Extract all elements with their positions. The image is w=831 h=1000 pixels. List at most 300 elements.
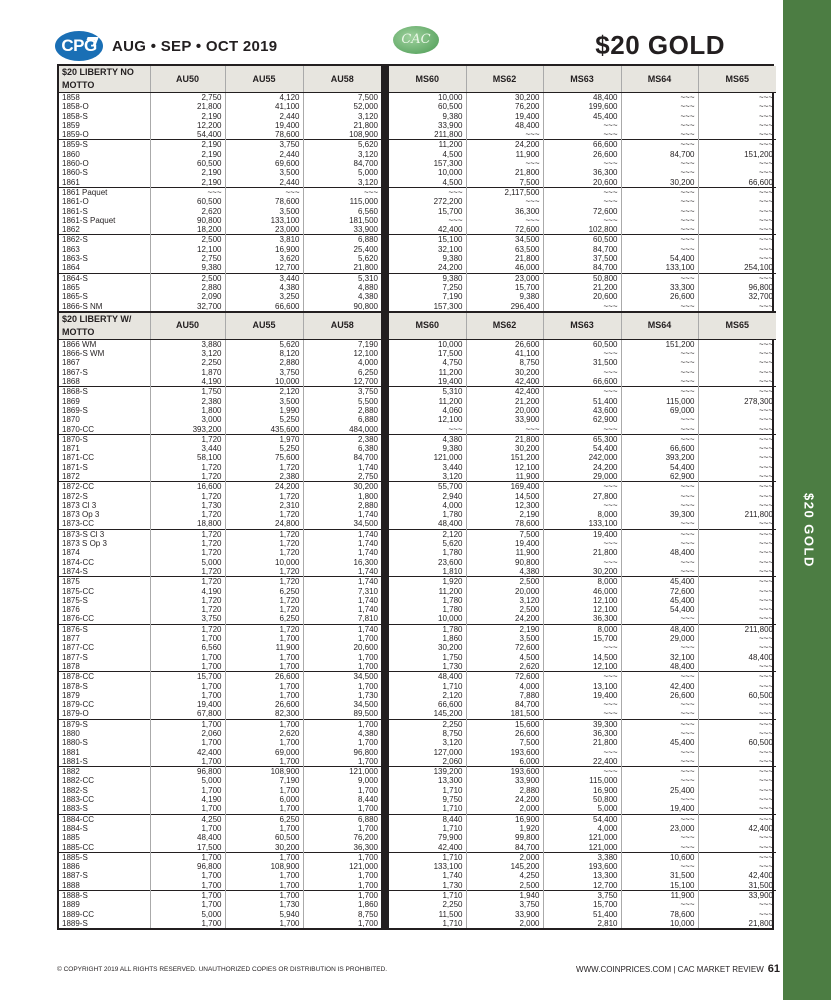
price-cell: 31,500 <box>621 871 698 880</box>
price-cell: 9,000 <box>357 776 378 786</box>
price-cell: 19,400 <box>466 539 543 548</box>
price-cell: 15,600 <box>466 719 543 729</box>
grade-header: AU50 <box>150 66 225 93</box>
price-cell: 11,200 <box>389 368 466 377</box>
price-cell: 151,200 <box>466 453 543 462</box>
price-cell: 78,600 <box>466 519 543 529</box>
price-cell: 1,740 <box>357 595 378 605</box>
price-cell: 1,700 <box>225 682 303 691</box>
table-row <box>59 472 776 482</box>
coin-label: 1873 Op 3 <box>59 510 150 519</box>
price-cell: ~~~ <box>621 377 698 387</box>
table-row <box>59 501 776 510</box>
price-cell: 54,400 <box>150 130 225 140</box>
price-cell: 84,700 <box>466 700 543 709</box>
table-row <box>59 719 776 729</box>
price-cell: 4,000 <box>357 358 378 368</box>
price-cell: 272,200 <box>389 197 466 206</box>
price-cell: 108,900 <box>225 767 303 777</box>
price-cell: 20,600 <box>353 643 378 653</box>
price-cell: ~~~ <box>758 206 773 216</box>
price-cell: 1,700 <box>303 891 381 901</box>
column-gap <box>381 501 389 510</box>
section-title: $20 GOLD <box>595 30 725 60</box>
price-cell: ~~~ <box>621 93 698 103</box>
coin-label: 1889-S <box>59 919 150 928</box>
price-cell: 62,900 <box>621 472 698 482</box>
price-cell: 84,700 <box>353 453 378 463</box>
price-cell: 4,750 <box>389 358 466 367</box>
price-cell: 2,190 <box>150 168 225 177</box>
price-cell: 2,120 <box>389 691 466 700</box>
price-cell: 42,400 <box>466 377 543 387</box>
price-cell: 21,800 <box>543 738 621 747</box>
price-cell: ~~~ <box>758 909 773 919</box>
price-cell: 1,740 <box>357 462 378 472</box>
price-cell: 24,200 <box>466 140 543 150</box>
column-gap <box>381 492 389 501</box>
price-cell: ~~~ <box>758 130 773 140</box>
price-cell: ~~~ <box>758 424 773 434</box>
price-cell: ~~~ <box>758 700 773 710</box>
price-cell: 7,500 <box>357 93 378 102</box>
column-gap <box>381 709 389 719</box>
price-cell: ~~~ <box>758 462 773 472</box>
price-cell: 14,500 <box>466 492 543 501</box>
price-cell: 11,200 <box>389 587 466 596</box>
price-cell: ~~~ <box>543 709 621 719</box>
column-gap <box>381 605 389 614</box>
coin-label: 1872-S <box>59 492 150 501</box>
price-cell: 199,600 <box>543 102 621 111</box>
table-row <box>59 225 776 235</box>
price-cell: ~~~ <box>621 700 698 709</box>
price-cell: 6,380 <box>357 444 378 454</box>
price-cell: 242,000 <box>543 453 621 462</box>
coin-label: 1867 <box>59 358 150 367</box>
price-cell: ~~~ <box>543 482 621 492</box>
table-row <box>59 283 776 292</box>
table-row <box>59 112 776 121</box>
price-cell: 6,250 <box>225 587 303 596</box>
price-cell: 12,100 <box>543 605 621 614</box>
price-cell: 10,000 <box>389 614 466 624</box>
price-cell: 4,380 <box>225 283 303 292</box>
column-gap <box>381 624 389 634</box>
price-cell: 12,200 <box>150 121 225 130</box>
price-cell: ~~~ <box>543 216 621 225</box>
price-cell: 23,600 <box>389 558 466 567</box>
coin-label: 1878-CC <box>59 672 150 682</box>
price-cell: 1,730 <box>225 900 303 909</box>
price-cell: ~~~ <box>698 482 776 492</box>
price-cell: 1,720 <box>150 510 225 519</box>
price-cell: 1,700 <box>150 871 225 880</box>
page-footer <box>57 963 780 977</box>
table-row <box>59 263 776 273</box>
price-cell: 12,100 <box>150 245 225 254</box>
price-cell: 7,250 <box>389 283 466 292</box>
coin-label: 1885-CC <box>59 843 150 853</box>
price-cell: 1,700 <box>357 652 378 662</box>
price-cell: 26,600 <box>466 339 543 349</box>
column-gap <box>381 216 389 225</box>
price-cell: ~~~ <box>621 130 698 140</box>
coin-label: 1871 <box>59 444 150 453</box>
price-cell: 1,870 <box>150 368 225 377</box>
price-cell: 7,500 <box>466 178 543 188</box>
table-row <box>59 567 776 577</box>
price-cell: 67,800 <box>150 709 225 719</box>
price-cell: 72,600 <box>466 225 543 235</box>
price-cell: 211,800 <box>389 130 466 140</box>
price-cell: 1,700 <box>357 785 378 795</box>
price-cell: 22,400 <box>543 757 621 767</box>
coin-label: 1861-S <box>59 207 150 216</box>
price-cell: 33,900 <box>698 891 776 901</box>
table-row <box>59 596 776 605</box>
table-row <box>59 833 776 842</box>
price-cell: 90,800 <box>466 558 543 567</box>
coin-label: 1863-S <box>59 254 150 263</box>
price-cell: ~~~ <box>758 586 773 596</box>
price-cell: 1,720 <box>150 529 225 539</box>
footer-right <box>576 963 780 975</box>
price-cell: ~~~ <box>621 672 698 682</box>
price-cell: 21,800 <box>353 120 378 130</box>
table-row <box>59 529 776 539</box>
price-cell: ~~~ <box>621 501 698 510</box>
price-cell: 145,200 <box>466 862 543 871</box>
table-row <box>59 510 776 519</box>
price-cell: 30,200 <box>621 178 698 188</box>
price-cell: 45,400 <box>621 577 698 587</box>
coin-label: 1876-S <box>59 624 150 634</box>
price-cell: 24,800 <box>225 519 303 529</box>
price-cell: 1,720 <box>150 472 225 482</box>
price-cell: ~~~ <box>758 729 773 738</box>
coin-label: 1860-O <box>59 159 150 168</box>
column-gap <box>381 387 389 397</box>
price-cell: 1,700 <box>150 919 225 928</box>
price-cell: ~~~ <box>621 719 698 729</box>
price-cell: 127,000 <box>389 748 466 757</box>
table-row <box>59 748 776 757</box>
table-row <box>59 709 776 719</box>
price-cell: 1,740 <box>303 577 381 587</box>
price-cell: 8,000 <box>543 510 621 519</box>
coin-label: 1859-S <box>59 140 150 150</box>
price-cell: 54,400 <box>621 605 698 614</box>
price-cell: 7,500 <box>466 529 543 539</box>
price-cell: 8,440 <box>357 795 378 805</box>
price-cell: ~~~ <box>758 197 773 207</box>
price-cell: 2,190 <box>150 150 225 159</box>
table-row <box>59 587 776 596</box>
column-gap <box>381 577 389 587</box>
coin-label: 1879-CC <box>59 700 150 709</box>
sidebar-label: $20 GOLD <box>801 492 817 568</box>
price-cell: 1,860 <box>357 900 378 910</box>
price-cell: 3,500 <box>466 634 543 643</box>
price-cell: 3,000 <box>150 415 225 424</box>
price-cell: 1,780 <box>389 624 466 634</box>
table-row <box>59 852 776 862</box>
price-cell: 1,700 <box>150 738 225 747</box>
price-cell: 1,700 <box>150 757 225 767</box>
column-gap <box>381 510 389 519</box>
coin-label: 1878-S <box>59 682 150 691</box>
table-row <box>59 919 776 928</box>
issue-date: AUG • SEP • OCT 2019 <box>112 38 278 55</box>
price-cell: 108,900 <box>349 130 378 140</box>
price-cell: 1,750 <box>150 387 225 397</box>
table-header-row <box>59 66 776 93</box>
price-cell: ~~~ <box>758 605 773 615</box>
price-cell: 1,700 <box>225 757 303 767</box>
table-row <box>59 377 776 387</box>
price-tables <box>57 64 774 930</box>
price-cell: 66,600 <box>543 377 621 387</box>
price-cell: 30,200 <box>389 643 466 652</box>
price-cell: 4,380 <box>357 729 378 738</box>
price-cell: 26,600 <box>621 292 698 301</box>
price-cell: 20,600 <box>543 292 621 301</box>
price-cell: 2,620 <box>225 729 303 738</box>
price-cell: ~~~ <box>621 729 698 738</box>
price-cell: 2,250 <box>389 719 466 729</box>
column-gap <box>381 614 389 624</box>
price-cell: 24,200 <box>543 463 621 472</box>
price-cell: 11,900 <box>466 150 543 159</box>
column-gap <box>381 843 389 853</box>
price-cell: 13,100 <box>543 682 621 691</box>
column-gap <box>381 529 389 539</box>
price-cell: 1,710 <box>389 786 466 795</box>
price-cell: 1,700 <box>357 880 378 890</box>
price-cell: 72,600 <box>621 587 698 596</box>
price-cell: 37,500 <box>543 254 621 263</box>
price-cell: 1,700 <box>150 634 225 643</box>
column-gap <box>381 425 389 435</box>
coin-label: 1877-CC <box>59 643 150 652</box>
price-cell: 3,620 <box>225 254 303 263</box>
price-cell: ~~~ <box>621 168 698 177</box>
table-row <box>59 824 776 833</box>
price-cell: 82,300 <box>225 709 303 719</box>
price-cell: 15,700 <box>543 900 621 909</box>
coin-label: 1858 <box>59 93 150 103</box>
price-cell: ~~~ <box>758 415 773 425</box>
table-row <box>59 102 776 111</box>
column-gap <box>381 691 389 700</box>
column-gap <box>381 434 389 444</box>
price-cell: ~~~ <box>543 159 621 168</box>
price-cell: 4,500 <box>466 653 543 662</box>
price-cell: 17,500 <box>150 843 225 853</box>
price-cell: 3,440 <box>225 273 303 283</box>
price-cell: 30,200 <box>466 93 543 103</box>
price-cell: 1,700 <box>150 682 225 691</box>
cpg-logo: CPG <box>55 31 103 61</box>
price-cell: ~~~ <box>621 519 698 529</box>
price-cell: 18,800 <box>150 519 225 529</box>
price-cell: ~~~ <box>621 235 698 245</box>
price-cell: 1,700 <box>150 852 225 862</box>
price-cell: 62,900 <box>543 415 621 424</box>
price-cell: 102,800 <box>543 225 621 235</box>
table-row <box>59 577 776 587</box>
price-cell: 29,000 <box>543 472 621 482</box>
page-header <box>0 0 780 62</box>
price-cell: 60,500 <box>543 235 621 245</box>
price-cell: ~~~ <box>758 102 773 112</box>
price-cell: 3,120 <box>357 149 378 159</box>
price-cell: 1,720 <box>150 605 225 614</box>
price-cell: 211,800 <box>744 510 773 520</box>
price-cell: 2,380 <box>303 434 381 444</box>
price-cell: 69,600 <box>225 159 303 168</box>
price-cell: ~~~ <box>621 643 698 652</box>
price-cell: 78,600 <box>225 197 303 206</box>
price-cell: 3,120 <box>150 349 225 358</box>
price-cell: ~~~ <box>543 748 621 757</box>
price-cell: 1,940 <box>466 891 543 901</box>
price-cell: ~~~ <box>621 862 698 871</box>
price-cell: 21,800 <box>466 168 543 177</box>
price-cell: 41,100 <box>225 102 303 111</box>
price-cell: 9,380 <box>389 273 466 283</box>
coin-label: 1864 <box>59 263 150 273</box>
price-cell: 2,000 <box>466 852 543 862</box>
price-cell: ~~~ <box>543 349 621 358</box>
price-cell: ~~~ <box>698 814 776 824</box>
price-cell: 6,560 <box>357 206 378 216</box>
coin-label: 1859-O <box>59 130 150 140</box>
price-cell: 7,500 <box>466 738 543 747</box>
coin-label: 1871-CC <box>59 453 150 462</box>
column-gap <box>381 729 389 738</box>
coin-label: 1885-S <box>59 852 150 862</box>
price-cell: 393,200 <box>621 453 698 462</box>
price-cell: 108,900 <box>225 862 303 871</box>
price-cell: 96,800 <box>150 862 225 871</box>
price-cell: 133,100 <box>389 862 466 871</box>
price-cell: ~~~ <box>758 539 773 549</box>
coin-label: 1874 <box>59 548 150 557</box>
coin-label: 1866-S NM <box>59 302 150 311</box>
price-cell: 58,100 <box>150 453 225 462</box>
price-cell: 66,600 <box>389 700 466 709</box>
price-cell: 2,310 <box>225 501 303 510</box>
column-gap <box>381 653 389 662</box>
price-cell: ~~~ <box>758 500 773 510</box>
price-cell: 193,600 <box>543 862 621 871</box>
coin-label: 1882-S <box>59 786 150 795</box>
price-cell: 84,700 <box>543 245 621 254</box>
price-cell: 12,100 <box>389 415 466 424</box>
column-gap <box>381 910 389 919</box>
price-cell: 25,400 <box>353 244 378 254</box>
table-row <box>59 614 776 624</box>
table-row <box>59 691 776 700</box>
price-cell: 39,300 <box>543 719 621 729</box>
price-cell: ~~~ <box>621 434 698 444</box>
grade-header: AU55 <box>225 312 303 340</box>
table-row <box>59 254 776 263</box>
price-cell: 5,940 <box>225 910 303 919</box>
price-cell: ~~~ <box>621 558 698 567</box>
coin-label: 1866-S WM <box>59 349 150 358</box>
coin-label: 1881-S <box>59 757 150 767</box>
price-cell: ~~~ <box>543 368 621 377</box>
table-row <box>59 910 776 919</box>
price-cell: 54,400 <box>543 444 621 453</box>
price-cell: 48,400 <box>621 662 698 672</box>
price-cell: 121,000 <box>303 767 381 777</box>
price-cell: ~~~ <box>621 709 698 719</box>
table-row <box>59 406 776 415</box>
price-cell: ~~~ <box>758 595 773 605</box>
price-cell: 84,700 <box>353 159 378 169</box>
price-cell: 96,800 <box>748 282 773 292</box>
price-cell: ~~~ <box>621 833 698 842</box>
footer-site: WWW.COINPRICES.COM | CAC MARKET REVIEW <box>576 965 764 974</box>
price-cell: ~~~ <box>758 795 773 805</box>
price-cell: 20,000 <box>466 406 543 415</box>
price-cell: 18,200 <box>150 225 225 235</box>
price-cell: 90,800 <box>353 301 378 311</box>
price-cell: ~~~ <box>758 339 773 349</box>
price-cell: 3,380 <box>543 852 621 862</box>
price-cell: 13,300 <box>389 776 466 785</box>
price-cell: 1,700 <box>303 719 381 729</box>
column-gap <box>381 814 389 824</box>
column-gap <box>381 349 389 358</box>
price-cell: 1,700 <box>225 891 303 901</box>
price-cell: 5,620 <box>389 539 466 548</box>
price-cell: 42,400 <box>621 682 698 691</box>
price-cell: ~~~ <box>466 425 543 435</box>
price-cell: 133,100 <box>225 216 303 225</box>
column-gap <box>381 130 389 140</box>
price-cell: 10,000 <box>389 93 466 103</box>
price-cell: ~~~ <box>758 709 773 719</box>
column-gap <box>381 463 389 472</box>
coin-label: 1879 <box>59 691 150 700</box>
column-gap <box>381 871 389 880</box>
grade-header: AU58 <box>303 312 381 340</box>
price-cell: 96,800 <box>150 767 225 777</box>
price-cell: 45,400 <box>621 596 698 605</box>
column-gap <box>381 587 389 596</box>
coin-label: 1862-S <box>59 235 150 245</box>
table-row <box>59 605 776 614</box>
column-gap <box>381 596 389 605</box>
grade-header: MS64 <box>621 312 698 340</box>
price-cell: ~~~ <box>543 700 621 709</box>
column-gap <box>381 406 389 415</box>
price-cell: 2,380 <box>150 397 225 406</box>
price-cell: 1,740 <box>357 510 378 520</box>
price-cell: ~~~ <box>698 387 776 397</box>
price-cell: ~~~ <box>758 215 773 225</box>
price-cell: 4,000 <box>543 824 621 833</box>
price-cell: 69,000 <box>225 748 303 757</box>
price-cell: 1,720 <box>150 548 225 557</box>
price-cell: 4,500 <box>389 150 466 159</box>
price-cell: 5,000 <box>543 804 621 814</box>
